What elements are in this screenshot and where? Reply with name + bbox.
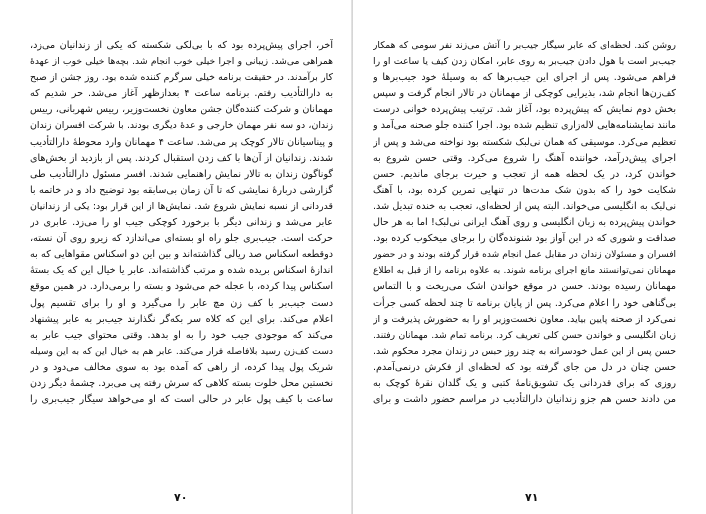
right-page-number: ۷۱	[525, 491, 539, 504]
text-line: می‌کند که موجودی جیب خود را به او بدهد. وقتی محتوای جیب عابر به	[30, 329, 333, 341]
text-line: اندازهٔ اسکناس بریده شده و مرتب گذاشته‌اند. عابر یا خیال این که یک بستهٔ	[30, 265, 333, 277]
text-line: بی‌گناهی خود را اعلام می‌کرد. پس از پایان برنامه تا چند لحظه کسی جرأت	[373, 297, 676, 309]
text-line: عابر می‌شد و زندانی دیگر با برخورد کوچکی جیب او را می‌زد. عابری در	[30, 217, 333, 229]
text-line: زندان، دو سه نفر مهمان خارجی و عدهٔ دیگری بودند. با شرکت افسران زندان	[30, 120, 333, 132]
text-line: اسکناس پیدا کرده، با عجله خم می‌شود و بسته را برمی‌دارد. در همین موقع	[30, 281, 333, 293]
text-line: قدردانی از نسبه نمایش شروع شد. نمایش‌ها از این قرار بود: یکی از زندانیان	[30, 200, 333, 212]
text-line: گزارشی دربارهٔ نمایشی که تا آن زمان بی‌سابقه بود توضیح داد و در خاتمه با	[30, 184, 333, 196]
left-page-number: ۷۰	[174, 491, 188, 504]
text-line: صداقت و شوری که در این آواز بود شنونده‌گان را برجای میخکوب کرده بود.	[373, 233, 676, 245]
text-line: مهمانان نمی‌توانستند مانع اجرای برنامه شوند. به علاوه برنامه را از قبل به اطلاع	[373, 266, 676, 277]
text-line: من دادند حسن هم جزو زندانیان دارالتأدیب در مراسم حضور داشت و برای	[373, 394, 676, 406]
text-line: افسران و مسئولان زندان در مقابل عمل انجام شده قرار گرفته بودند و در حضور	[373, 250, 676, 261]
text-line: جیب‌بر است با هول دادن جیب‌بر به روی عابر، امکان زدن کیف یا ساعت او را	[373, 56, 676, 68]
text-line: کار برآمدند. در حقیقت برنامه خیلی سرگرم کننده شده بود. روز جشن از صبح	[30, 72, 333, 84]
text-line: حسن چنان در دل من جای گرفته بود که لحظه‌ای از فکرش درنمی‌آمدم.	[373, 361, 676, 373]
text-line: شریک پول پیدا کرده، از راهی که آمده بود به سوی مخالف می‌دود و در	[30, 361, 333, 373]
text-line: مهمانان رسیده بودند. حسن در موقع خواندن اشک می‌ریخت و با التماس	[373, 281, 676, 293]
text-line: دست جیب‌بر با کف زن مچ عابر را می‌گیرد و او را برای تقسیم پول	[30, 297, 333, 309]
text-line: حسن پس از این عمل خودسرانه به چند روز حبس در زندان مجرد محکوم شد.	[373, 345, 676, 357]
text-line: بخش دوم نمایش که پیش‌پرده بود، آغاز شد. ترتیب پیش‌پرده خوانی درست	[373, 104, 676, 116]
text-line: کف‌زن‌ها انجام شد، بذیرایی کوچکی از مهمانان در تالار انجام گرفت و سپس	[373, 88, 676, 100]
text-line: روزی که برای قدردانی یک تشویق‌نامهٔ کتبی و یک گلدان نقرهٔ کوچک به	[373, 377, 676, 389]
text-line: همراهی می‌شد. زیبانی و اجرا خیلی خوب انجام شد. بچه‌ها خیلی خوب از عهدهٔ	[30, 56, 333, 68]
text-line: اجرای پیش‌درآمد، خواننده آهنگ را شروع می‌کرد. وقتی حسن شروع به	[373, 152, 676, 164]
text-line: آخر، اجرای پیش‌پرده بود که با بی‌لکی شکسته که یکی از زندانیان می‌زد،	[30, 40, 333, 51]
text-line: خواندن کرد، در یک لحظه همه از تعجب و حیرت برجای ماندیم. حسن	[373, 168, 676, 180]
text-line: به دارالتأدیب رفتم. برنامه ساعت ۴ بعدازظهر آغاز می‌شد. حر شدیم که	[30, 88, 333, 100]
text-line: ساعت با کیف پول عابر در حالی است که او می‌خواهد سیگار جیب‌بری را	[30, 394, 333, 406]
text-line: مهمانان و شرکت کننده‌گان جشن معاون نخست‌وزیر، رییس شهربانی، رییس	[30, 104, 333, 116]
text-line: گوناگون زندان به تالار نمایش راهنمایی شدند. افسر مسئول دارالتأدیب طی	[30, 168, 333, 180]
text-line: مانند نمایشنامه‌هایی لاله‌زاری تنظیم شده بود. اجرا کننده جلو صحنه می‌آمد و	[373, 120, 676, 132]
text-line: نی‌لبک به انگلیسی می‌خواند. البته پس از لحظه‌ای، تعجب به خنده تبدیل شد.	[373, 200, 676, 212]
text-line: و پیناسیانان تالار کوچک پر می‌شد. ساعت ۴ مهمانان وارد محوطهٔ دارالتأدیب	[30, 136, 333, 148]
text-line: دوقطعه اسکناس صد ریالی گذاشته‌اند و بین این دو اسکناس مقواهایی که به	[30, 249, 333, 261]
text-line: دست کف‌زن رسید بلافاصله فرار می‌کند. عابر هم به خیال این که به این وسیله	[30, 345, 333, 357]
text-line: شکایت خود را که بدون شک مدت‌ها در تنهایی تمرین کرده بود، با آهنگ	[373, 184, 676, 196]
text-line: فراهم می‌شود. پس از اجرای این جیب‌برها که به وسیلهٔ خود جیب‌برها و	[373, 72, 676, 84]
right-page-text	[373, 38, 676, 408]
text-line: اعلام می‌کند. برای این که کلاه سر بکه‌گر نگذارند جیب‌بر به عابر پیشنهاد	[30, 313, 333, 325]
text-line: روشن کند. لحظه‌ای که عابر سیگار جیب‌بر را آتش می‌زند نفر سومی که همکار	[373, 40, 676, 51]
text-line: شدند. زندانیان از آن‌ها با کف زدن استقبال کردند. پس از بازدید از بخش‌های	[30, 152, 333, 164]
text-line: حرکت است. جیب‌بری جلو راه او بسته‌ای می‌اندازد که زیرو روی آن نسته،	[30, 233, 333, 245]
text-line: نخستین محل خلوت بسته کلاهی که سرش رفته پی می‌برد. چشمهٔ دیگر زدن	[30, 377, 333, 389]
left-page-text	[30, 38, 333, 408]
text-line: زبان انگلیسی و خواندن حسن کلی تعریف کرد. برنامه تمام شد. مهمانان رفتند.	[373, 329, 676, 341]
right-page	[353, 0, 706, 514]
text-line: خواندن پیش‌پرده به زبان انگلیسی و روی آهنگ ایرانی نی‌لبک! اما به هر حال	[373, 217, 676, 229]
text-line: تعظیم می‌کرد. موسیقی که همان نی‌لبک شکسته بود نواخته می‌شد و پس از	[373, 136, 676, 148]
text-line: نمی‌کرد از صحنه پایین بیاید. معاون نخست‌وزیر او را به حضورش پذیرفت و از	[373, 313, 676, 325]
